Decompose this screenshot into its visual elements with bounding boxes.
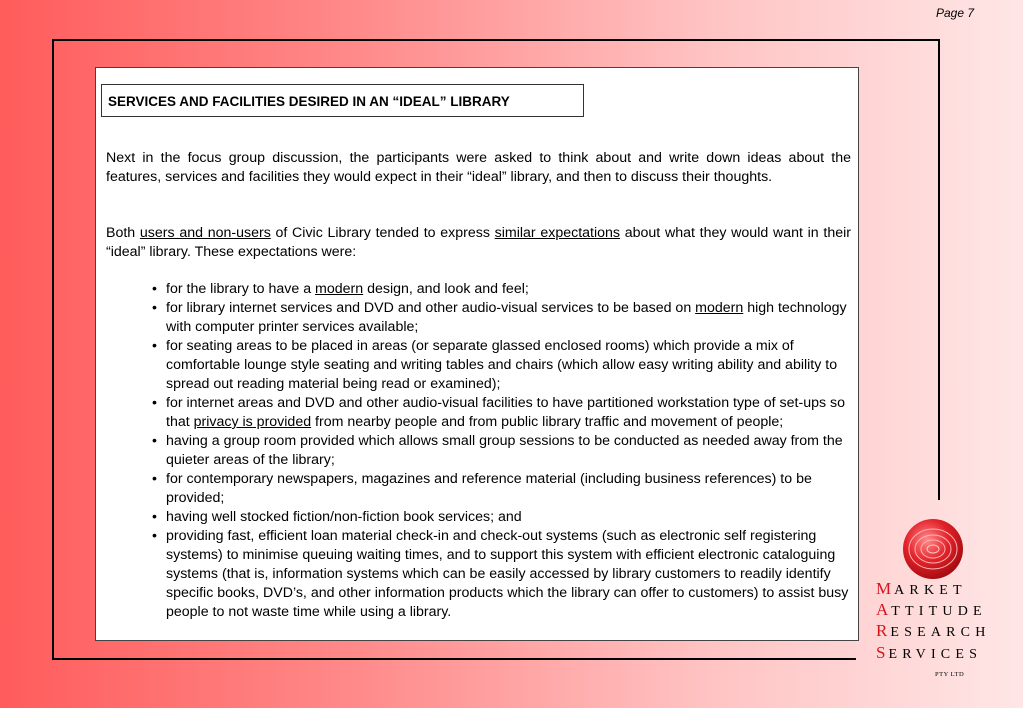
list-item	[152, 527, 852, 622]
logo-word-services	[876, 643, 982, 663]
logo-word-attitude	[876, 600, 987, 620]
bullet-icon: •	[152, 433, 157, 449]
bullet-icon: •	[152, 338, 157, 354]
list-item	[152, 337, 852, 394]
expectations-text-3: about what they would want in their “ideal” library. These expectations were:	[106, 225, 851, 260]
expectations-text-2: of Civic Library tended to express	[270, 225, 495, 241]
list-item-text: for contemporary newspapers, magazines and reference material (including business references) to be provided;	[166, 471, 812, 506]
logo-suffix: PTY LTD	[935, 671, 965, 678]
list-item-text: for the library to have a	[166, 281, 316, 297]
list-item	[152, 508, 852, 527]
list-item-text: having well stocked fiction/non-fiction book services; and	[166, 509, 522, 525]
list-item	[152, 280, 852, 299]
list-item-text: for library internet services and DVD and other audio-visual services to be based on	[166, 300, 696, 316]
section-heading: SERVICES AND FACILITIES DESIRED IN AN “IDEAL” LIBRARY	[101, 84, 584, 117]
expectations-text-1: Both	[106, 225, 140, 241]
bullet-icon: •	[152, 300, 157, 316]
logo-initial: R	[876, 621, 891, 640]
list-item	[152, 432, 852, 470]
list-item-underline: modern	[695, 300, 744, 316]
list-item	[152, 394, 852, 432]
logo-letters: ESEARCH	[890, 625, 991, 640]
bullet-icon: •	[152, 509, 157, 525]
logo-letters: ERVICES	[888, 647, 983, 662]
frame-right-line	[938, 39, 940, 500]
bullet-icon: •	[152, 395, 157, 411]
logo-word-market	[876, 579, 967, 599]
list-item-text: providing fast, efficient loan material check-in and check-out systems (such as electronic self registering systems) to minimise queuing waiting times, and to support this system with efficient electronic cataloguing systems (that is, information systems which can be easily accessed by library customers to readily identify specific books, DVD’s, and other information products which the library can offer to customers) to assist busy people to not waste time while using a library.	[166, 528, 849, 620]
list-item-text: for internet areas and DVD and other audio-visual facilities to have partitioned workstation type of set-ups so that	[166, 395, 846, 430]
logo-initial: A	[876, 600, 892, 619]
list-item-text: design, and look and feel;	[363, 281, 529, 297]
list-item-text: for seating areas to be placed in areas (or separate glassed enclosed rooms) which provide a mix of comfortable lounge style seating and writing tables and chairs (which allow easy writing ability and ability to spread out reading material being read or examined);	[166, 338, 838, 392]
list-item-text: high technology with computer printer services available;	[166, 300, 847, 335]
bullet-icon: •	[152, 471, 157, 487]
list-item-text: from nearby people and from public library traffic and movement of people;	[311, 414, 784, 430]
list-item-text: having a group room provided which allows small group sessions to be conducted as needed away from the quieter areas of the library;	[166, 433, 843, 468]
bullet-icon: •	[152, 281, 157, 297]
frame-top-line	[52, 39, 940, 41]
list-item-underline: modern	[315, 281, 364, 297]
expectations-paragraph	[106, 224, 851, 262]
content-panel	[95, 67, 859, 641]
frame-bottom-line	[52, 658, 856, 660]
logo-letters: TTITUDE	[891, 604, 987, 619]
expectations-list	[152, 280, 852, 622]
list-item-underline: privacy is provided	[193, 414, 312, 430]
logo-initial: S	[876, 643, 889, 662]
similar-expectations-underline: similar expectations	[494, 225, 621, 241]
logo-sphere-icon	[902, 518, 964, 580]
page-number: Page 7	[936, 6, 975, 20]
intro-paragraph: Next in the focus group discussion, the participants were asked to think about and write down ideas about the features, services and facilities they would expect in their “ideal” library, and then to discuss their thoughts.	[106, 150, 851, 185]
logo-letters: ARKET	[894, 583, 967, 598]
logo-initial: M	[876, 579, 895, 598]
frame-left-line	[52, 39, 54, 660]
list-item	[152, 299, 852, 337]
users-non-users-underline: users and non-users	[139, 225, 271, 241]
bullet-icon: •	[152, 528, 157, 544]
company-logo	[855, 512, 1015, 682]
logo-word-research	[876, 621, 991, 641]
list-item	[152, 470, 852, 508]
